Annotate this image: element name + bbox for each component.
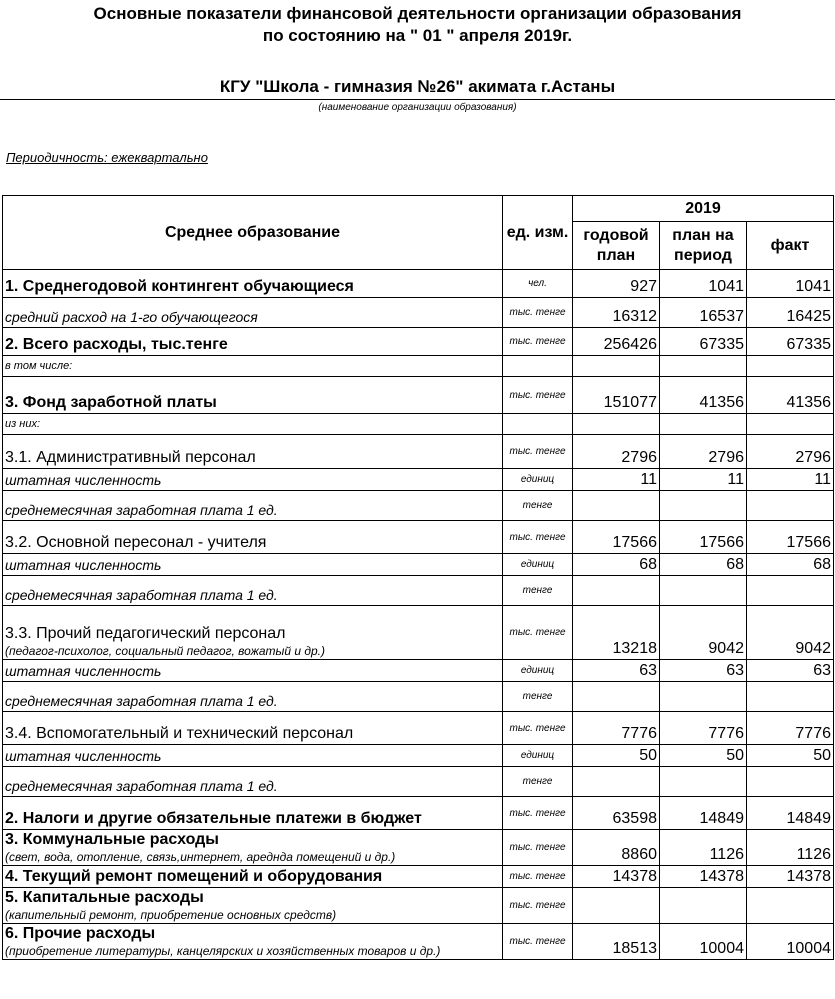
row-label: 6. Прочие расходы (5, 925, 156, 942)
row-unit: единиц (503, 660, 573, 682)
row-label: 3.4. Вспомогательный и технический персонал (5, 725, 354, 742)
row-unit: тыс. тенге (503, 606, 573, 660)
annual-plan-value: 50 (573, 745, 660, 767)
row-label: средний расход на 1-го обучающегося (5, 309, 258, 325)
period-plan-value: 10004 (660, 924, 747, 960)
annual-plan-value: 927 (573, 270, 660, 298)
report-title-line1: Основные показатели финансовой деятельности организации образования (93, 4, 742, 23)
table-row (3, 924, 834, 960)
period-plan-value: 67335 (660, 328, 747, 356)
row-label: в том числе: (5, 360, 73, 372)
row-label: среднемесячная заработная плата 1 ед. (5, 693, 278, 709)
row-unit: тенге (503, 491, 573, 521)
annual-plan-value: 63 (573, 660, 660, 682)
table-row (3, 435, 834, 469)
fact-value: 68 (747, 554, 834, 576)
fact-value: 7776 (747, 712, 834, 745)
header-period-plan: план на период (660, 222, 747, 270)
period-plan-value (660, 491, 747, 521)
period-plan-value: 41356 (660, 377, 747, 414)
row-label: 3. Коммунальные расходы (5, 831, 219, 848)
table-row (3, 576, 834, 606)
fact-value (747, 767, 834, 797)
row-label: штатная численность (5, 472, 162, 488)
annual-plan-value: 13218 (573, 606, 660, 660)
row-label-cell (3, 660, 503, 682)
period-plan-value (660, 767, 747, 797)
table-row (3, 491, 834, 521)
row-sublabel: (педагог-психолог, социальный педагог, вожатый и др.) (5, 644, 325, 658)
annual-plan-value: 14378 (573, 866, 660, 888)
fact-value: 67335 (747, 328, 834, 356)
row-unit: единиц (503, 745, 573, 767)
fact-value: 14378 (747, 866, 834, 888)
table-row (3, 830, 834, 866)
period-plan-value (660, 888, 747, 924)
annual-plan-value (573, 767, 660, 797)
organization-name: КГУ "Школа - гимназия №26" акимата г.Астаны (219, 77, 616, 96)
fact-value (747, 491, 834, 521)
period-plan-value: 14378 (660, 866, 747, 888)
table-row (3, 469, 834, 491)
row-label: 2. Всего расходы, тыс.тенге (5, 336, 228, 353)
row-label-cell (3, 356, 503, 377)
header-annual-plan: годовой план (573, 222, 660, 270)
table-row (3, 660, 834, 682)
table-row (3, 554, 834, 576)
annual-plan-value: 68 (573, 554, 660, 576)
fact-value: 11 (747, 469, 834, 491)
row-sublabel: (свет, вода, отопление, связь,интернет, аредндa помещений и др.) (5, 850, 396, 864)
row-unit: тыс. тенге (503, 797, 573, 830)
row-label: 1. Среднегодовой контингент обучающиеся (5, 278, 354, 295)
fact-value (747, 414, 834, 435)
annual-plan-value (573, 491, 660, 521)
row-unit: единиц (503, 554, 573, 576)
row-label: 2. Налоги и другие обязательные платежи в бюджет (5, 810, 422, 827)
period-plan-value: 9042 (660, 606, 747, 660)
annual-plan-value (573, 682, 660, 712)
annual-plan-value (573, 414, 660, 435)
fact-value: 1126 (747, 830, 834, 866)
row-unit: тенге (503, 576, 573, 606)
table-row (3, 797, 834, 830)
period-plan-value: 63 (660, 660, 747, 682)
period-plan-value: 11 (660, 469, 747, 491)
row-label-cell (3, 491, 503, 521)
period-plan-value: 17566 (660, 521, 747, 554)
row-label: среднемесячная заработная плата 1 ед. (5, 587, 278, 603)
annual-plan-value: 17566 (573, 521, 660, 554)
organization-underline (0, 99, 835, 100)
table-row (3, 356, 834, 377)
row-unit: тыс. тенге (503, 830, 573, 866)
row-label: 3. Фонд заработной платы (5, 394, 217, 411)
header-fact: факт (747, 222, 834, 270)
row-label: 3.3. Прочий педагогический персонал (5, 625, 286, 642)
table-row (3, 745, 834, 767)
fact-value: 14849 (747, 797, 834, 830)
row-label-cell (3, 682, 503, 712)
row-unit: тыс. тенге (503, 298, 573, 328)
row-label-cell (3, 606, 503, 660)
row-label-cell (3, 866, 503, 888)
fact-value: 16425 (747, 298, 834, 328)
annual-plan-value: 18513 (573, 924, 660, 960)
row-unit: тыс. тенге (503, 888, 573, 924)
row-label: штатная численность (5, 748, 162, 764)
table-row (3, 521, 834, 554)
row-label-cell (3, 270, 503, 298)
row-label-cell (3, 554, 503, 576)
fact-value: 10004 (747, 924, 834, 960)
annual-plan-value: 11 (573, 469, 660, 491)
period-plan-value: 7776 (660, 712, 747, 745)
row-unit: тыс. тенге (503, 924, 573, 960)
period-plan-value (660, 414, 747, 435)
period-plan-value: 14849 (660, 797, 747, 830)
row-unit (503, 414, 573, 435)
fact-value: 1041 (747, 270, 834, 298)
row-label-cell (3, 888, 503, 924)
row-label-cell (3, 521, 503, 554)
period-plan-value (660, 682, 747, 712)
fact-value (747, 888, 834, 924)
table-row (3, 377, 834, 414)
annual-plan-value: 8860 (573, 830, 660, 866)
row-label-cell (3, 924, 503, 960)
organization-caption: (наименование организации образования) (318, 102, 517, 113)
fact-value (747, 682, 834, 712)
fact-value: 17566 (747, 521, 834, 554)
row-unit: единиц (503, 469, 573, 491)
annual-plan-value: 2796 (573, 435, 660, 469)
row-unit: тыс. тенге (503, 377, 573, 414)
row-label: 3.2. Основной пересонал - учителя (5, 534, 267, 551)
table-row (3, 270, 834, 298)
row-label-cell (3, 576, 503, 606)
row-label: среднемесячная заработная плата 1 ед. (5, 778, 278, 794)
table-row (3, 767, 834, 797)
table-row (3, 414, 834, 435)
report-title-line2: по состоянию на " 01 " апреля 2019г. (262, 26, 573, 45)
fact-value: 9042 (747, 606, 834, 660)
row-label: 4. Текущий ремонт помещений и оборудования (5, 868, 383, 885)
row-unit: тыс. тенге (503, 521, 573, 554)
fact-value (747, 356, 834, 377)
annual-plan-value: 7776 (573, 712, 660, 745)
row-label-cell (3, 435, 503, 469)
row-unit: тыс. тенге (503, 435, 573, 469)
period-plan-value: 16537 (660, 298, 747, 328)
period-plan-value (660, 576, 747, 606)
period-plan-value: 68 (660, 554, 747, 576)
period-plan-value: 50 (660, 745, 747, 767)
row-label: 3.1. Административный персонал (5, 449, 256, 466)
annual-plan-value (573, 576, 660, 606)
row-unit: тыс. тенге (503, 328, 573, 356)
row-label-cell (3, 830, 503, 866)
row-unit: тыс. тенге (503, 712, 573, 745)
fact-value (747, 576, 834, 606)
table-row (3, 888, 834, 924)
row-unit: тыс. тенге (503, 866, 573, 888)
annual-plan-value (573, 356, 660, 377)
row-sublabel: (приобретение литературы, канцелярских и хозяйственных товаров и др.) (5, 944, 441, 958)
table-row (3, 298, 834, 328)
row-label-cell (3, 377, 503, 414)
period-plan-value (660, 356, 747, 377)
row-label-cell (3, 328, 503, 356)
row-unit: чел. (503, 270, 573, 298)
row-label-cell (3, 797, 503, 830)
row-label-cell (3, 414, 503, 435)
fact-value: 50 (747, 745, 834, 767)
row-unit: тенге (503, 682, 573, 712)
row-unit (503, 356, 573, 377)
fact-value: 63 (747, 660, 834, 682)
fact-value: 2796 (747, 435, 834, 469)
financial-indicators-table (2, 195, 834, 960)
annual-plan-value: 151077 (573, 377, 660, 414)
period-plan-value: 2796 (660, 435, 747, 469)
header-section: Среднее образование (3, 196, 503, 270)
row-label-cell (3, 767, 503, 797)
header-year: 2019 (573, 196, 834, 222)
fact-value: 41356 (747, 377, 834, 414)
period-plan-value: 1041 (660, 270, 747, 298)
row-sublabel: (капительный ремонт, приобретение основных средств) (5, 908, 337, 922)
table-row (3, 682, 834, 712)
row-label-cell (3, 298, 503, 328)
row-label: штатная численность (5, 663, 162, 679)
table-row (3, 712, 834, 745)
annual-plan-value: 256426 (573, 328, 660, 356)
row-label-cell (3, 712, 503, 745)
header-unit: ед. изм. (503, 196, 573, 270)
table-row (3, 866, 834, 888)
row-label: среднемесячная заработная плата 1 ед. (5, 502, 278, 518)
row-label-cell (3, 469, 503, 491)
row-unit: тенге (503, 767, 573, 797)
table-row (3, 606, 834, 660)
row-label: штатная численность (5, 557, 162, 573)
row-label: 5. Капитальные расходы (5, 889, 204, 906)
annual-plan-value (573, 888, 660, 924)
row-label-cell (3, 745, 503, 767)
annual-plan-value: 16312 (573, 298, 660, 328)
period-plan-value: 1126 (660, 830, 747, 866)
row-label: из них: (5, 418, 41, 430)
table-row (3, 328, 834, 356)
annual-plan-value: 63598 (573, 797, 660, 830)
periodicity-note: Периодичность: ежеквартально (6, 150, 208, 165)
